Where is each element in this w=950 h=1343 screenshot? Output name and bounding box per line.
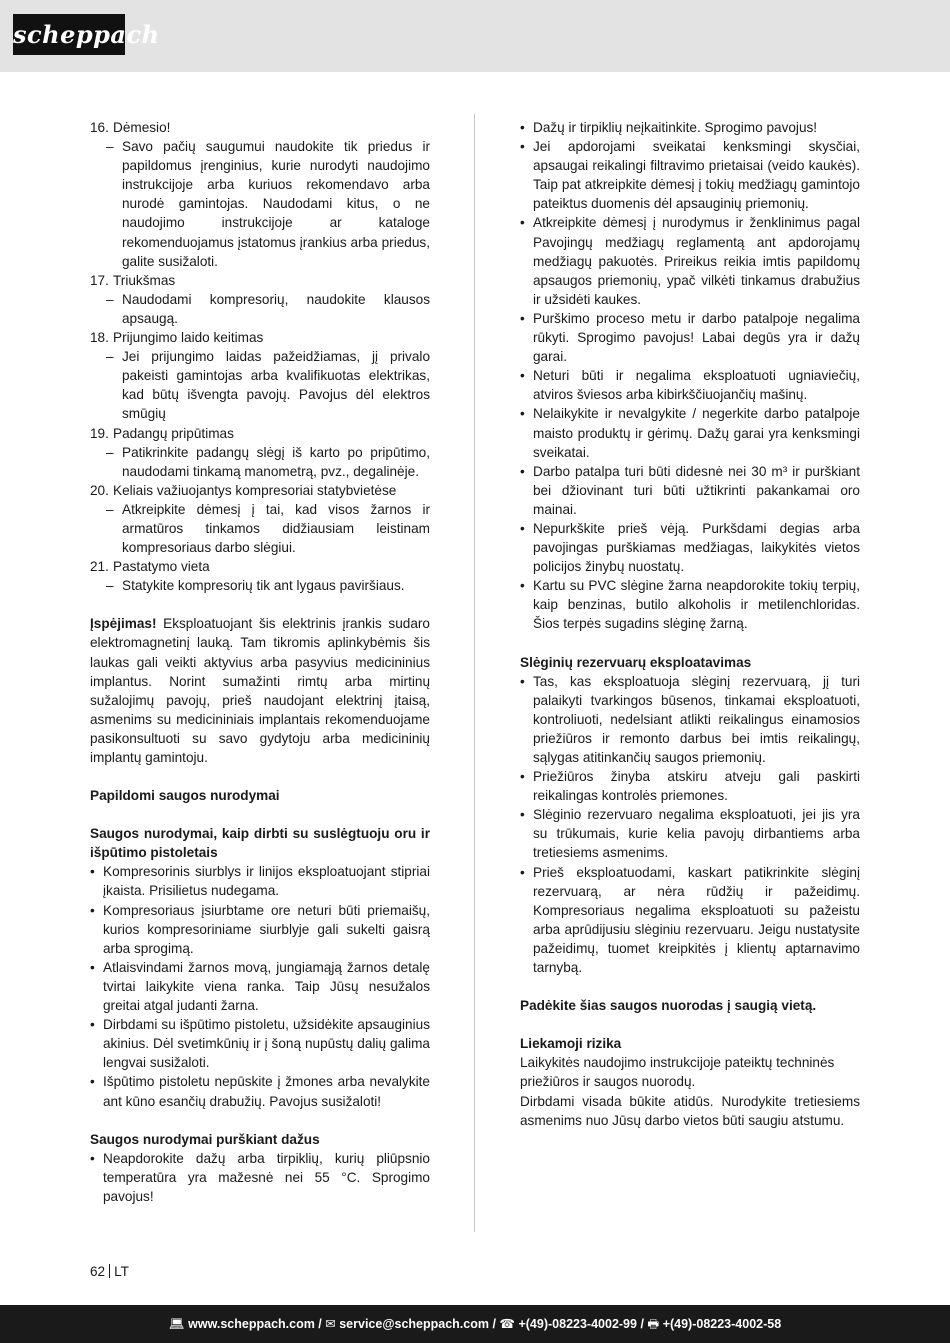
warning-label: Įspėjimas! bbox=[90, 616, 157, 632]
warning-paragraph: Įspėjimas! Eksploatuojant šis elektrinis įrankis sudaro elektromagnetinį lauką. Tam tikromis aplinkybėmis šis laukas gali veikti aktyvius arba pasyvius medicininius implantus. Norint sumažinti rimtų arba mirtinų sužalojimų pavojų, prieš naudojant elektrinį įtaisą, asmenims su medicininiais implantais rekomenduojame pasikonsultuoti su savo gydytoju arba medicininių implantų gamintoju. bbox=[90, 616, 430, 765]
list-item: • Nepurkškite prieš vėją. Purkšdami degias arba pavojingas purškiamas medžiagas, laikykitės vietos policijos žinybų nuostatų. bbox=[520, 520, 860, 575]
page-footer: 💻︎ www.scheppach.com / ✉︎ service@scheppach.com / ☎︎ +(49)-08223-4002-99 / 🖶︎ +(49)-08223-4002-58 bbox=[0, 1305, 950, 1343]
list-item: 20. Keliais važiuojantys kompresoriai statybvietėse bbox=[90, 482, 397, 498]
list-item: • Neturi būti ir negalima eksploatuoti ugniaviečių, atviros šviesos arba kibirkščiuojančių mašinų. bbox=[520, 368, 860, 403]
email-link[interactable]: service@scheppach.com bbox=[339, 1317, 489, 1331]
sub-item: – Patikrinkite padangų slėgį iš karto po pripūtimo, naudodami tinkamą manometrą, pvz., degalinėje. bbox=[106, 444, 430, 479]
list-item: • Neapdorokite dažų arba tirpiklių, kurių pliūpsnio temperatūra yra mažesnė nei 55 °C. Sprogimo pavojus! bbox=[90, 1150, 430, 1204]
list-item: • Jei apdorojami sveikatai kenksmingi skysčiai, apsaugai reikalingi filtravimo prietaisai (veido kaukės). Taip pat atkreipkite dėmesį į tokių medžiagų gamintojo pateiktus duomenis dėl apsauginių priemonių. bbox=[520, 139, 860, 212]
sub-item: – Savo pačių saugumui naudokite tik priedus ir papildomus įrenginius, kurie nurodyti naudojimo instrukcijoje arba kuriuos rekomendavo arba nurodė gamintojas. Naudodami kitus, o ne naudojimo instrukcijoje ar kataloge rekomenduojamus įstatomus įrankius arba priedus, galite susižaloti. bbox=[106, 139, 430, 269]
risk-paragraph: Laikykitės naudojimo instrukcijoje pateiktų techninės priežiūros ir saugos nuorodų. bbox=[520, 1055, 835, 1090]
sub-item: – Atkreipkite dėmesį į tai, kad visos žarnos ir armatūros tinkamos didžiausiam leistinam kompresoriaus darbo slėgiui. bbox=[106, 501, 430, 556]
list-item: • Kompresorinis siurblys ir linijos eksploatuojant stipriai įkaista. Prisilietus nudegama. bbox=[90, 864, 430, 899]
list-item: 17. Triukšmas bbox=[90, 272, 176, 288]
bullet-list bbox=[520, 672, 860, 978]
list-item: • Atkreipkite dėmesį į nurodymus ir ženklinimus pagal Pavojingų medžiagų reglamentą ant apdorojamų medžiagų pakuotės. Prireikus reikia imtis papildomų apsaugos priemonių, ypač vilkėti tinkamus drabužius ir užsidėti kaukes. bbox=[520, 215, 860, 307]
page-header bbox=[0, 0, 950, 72]
left-column bbox=[90, 118, 430, 1206]
page-number: 62 LT bbox=[90, 1264, 129, 1279]
website-link[interactable]: www.scheppach.com bbox=[188, 1317, 315, 1331]
bullet-list bbox=[90, 862, 430, 1110]
list-item: • Purškimo proceso metu ir darbo patalpoje negalima rūkyti. Sprogimo pavojus! Labai degūs yra ir dažų garai. bbox=[520, 310, 860, 365]
bullet-list bbox=[520, 118, 860, 634]
list-item: • Prieš eksploatuodami, kaskart patikrinkite slėginį rezervuarą, ar nėra rūdžių ir pažeidimų. Kompresoriaus negalima eksploatuoti su pažeistu arba aprūdijusiu slėginiu rezervuaru. Jeigu nustatysite pažeidimų, tuomet kreipkitės į klientų aptarnavimo tarnybą. bbox=[520, 864, 860, 976]
section-heading: Saugos nurodymai, kaip dirbti su suslėgtuoju oru ir išpūtimo pistoletais bbox=[90, 826, 430, 861]
list-item: • Darbo patalpa turi būti didesnė nei 30 m³ ir purškiant bei džiovinant turi būti užtikrinti pakankamai oro mainai. bbox=[520, 463, 860, 517]
list-item: 19. Padangų pripūtimas bbox=[90, 425, 234, 441]
list-item: 18. Prijungimo laido keitimas bbox=[90, 330, 264, 346]
section-heading: Liekamoji rizika bbox=[520, 1036, 622, 1052]
fax-number: +(49)-08223-4002-58 bbox=[662, 1317, 782, 1331]
section-heading: Slėginių rezervuarų eksploatavimas bbox=[520, 654, 752, 670]
list-item: • Priežiūros žinyba atskiru atveju gali paskirti reikalingas kontrolės priemones. bbox=[520, 769, 860, 804]
sub-item: – Statykite kompresorių tik ant lygaus paviršiaus. bbox=[106, 578, 405, 594]
section-heading: Papildomi saugos nurodymai bbox=[90, 788, 280, 804]
list-item: • Atlaisvindami žarnos movą, jungiamąją žarnos detalę tvirtai laikykite viena ranka. Taip Jūsų nesužalos greitai atgal judanti žarna. bbox=[90, 959, 430, 1014]
column-divider bbox=[474, 114, 475, 1232]
list-item: • Tas, kas eksploatuoja slėginį rezervuarą, jį turi palaikyti tvarkingos būsenos, tinkamai eksploatuoti, kontroliuoti, nedelsiant atlikti reikalingus einamosios priežiūros ir remonto darbus bei imtis reikalingų, sąlygas atitinkančių saugos priemonių. bbox=[520, 673, 860, 765]
list-item: 21. Pastatymo vieta bbox=[90, 559, 210, 575]
phone-number: +(49)-08223-4002-99 bbox=[518, 1317, 637, 1331]
computer-icon: 💻︎ bbox=[168, 1317, 185, 1331]
list-item: • Išpūtimo pistoletu nepūskite į žmones arba nevalykite ant kūno esančių drabužių. Pavojus susižaloti! bbox=[90, 1074, 430, 1109]
list-item: • Dirbdami su išpūtimo pistoletu, užsidėkite apsauginius akinius. Dėl svetimkūnių ir į šoną nupūstų dalių galima lengvai susižaloti. bbox=[90, 1017, 430, 1071]
scheppach-logo: scheppach bbox=[13, 14, 125, 55]
risk-paragraph: Dirbdami visada būkite atidūs. Nurodykite tretiesiems asmenims nuo Jūsų darbo vietos būti saugiu atstumu. bbox=[520, 1093, 860, 1128]
numbered-list bbox=[90, 118, 430, 595]
list-item: • Nelaikykite ir nevalgykite / negerkite darbo patalpoje maisto produktų ir gėrimų. Dažų garai yra kenksmingi sveikatai. bbox=[520, 406, 860, 460]
list-item: • Dažų ir tirpiklių neįkaitinkite. Sprogimo pavojus! bbox=[520, 120, 818, 135]
keep-instructions-note: Padėkite šias saugos nuorodas į saugią vietą. bbox=[520, 998, 817, 1014]
fax-icon: 🖶︎ bbox=[647, 1317, 660, 1331]
sub-item: – Jei prijungimo laidas pažeidžiamas, jį privalo pakeisti gamintojas arba kvalifikuotas elektrikas, kad būtų išvengta pavojų. Pavojus dėl elektros smūgių bbox=[106, 349, 430, 422]
section-heading: Saugos nurodymai purškiant dažus bbox=[90, 1131, 320, 1147]
list-item: • Kartu su PVC slėgine žarna neapdorokite tokių terpių, kaip benzinas, butilo alkoholis ir metilenchloridas. Šios terpės sugadins slėginę žarną. bbox=[520, 578, 860, 632]
list-item: • Slėginio rezervuaro negalima eksploatuoti, jei jis yra su trūkumais, kurie kelia pavojų dirbantiems arba tretiesiems asmenims. bbox=[520, 807, 860, 861]
mail-icon: ✉︎ bbox=[325, 1317, 336, 1331]
sub-item: – Naudodami kompresorių, naudokite klausos apsaugą. bbox=[106, 291, 430, 326]
list-item: 16. Dėmesio! bbox=[90, 120, 171, 135]
right-column bbox=[520, 118, 860, 1130]
phone-icon: ☎︎ bbox=[499, 1317, 515, 1331]
list-item: • Kompresoriaus įsiurbtame ore neturi būti priemaišų, kurios kompresoriniame siurblyje gali sukelti gaisrą arba sprogimą. bbox=[90, 902, 430, 956]
